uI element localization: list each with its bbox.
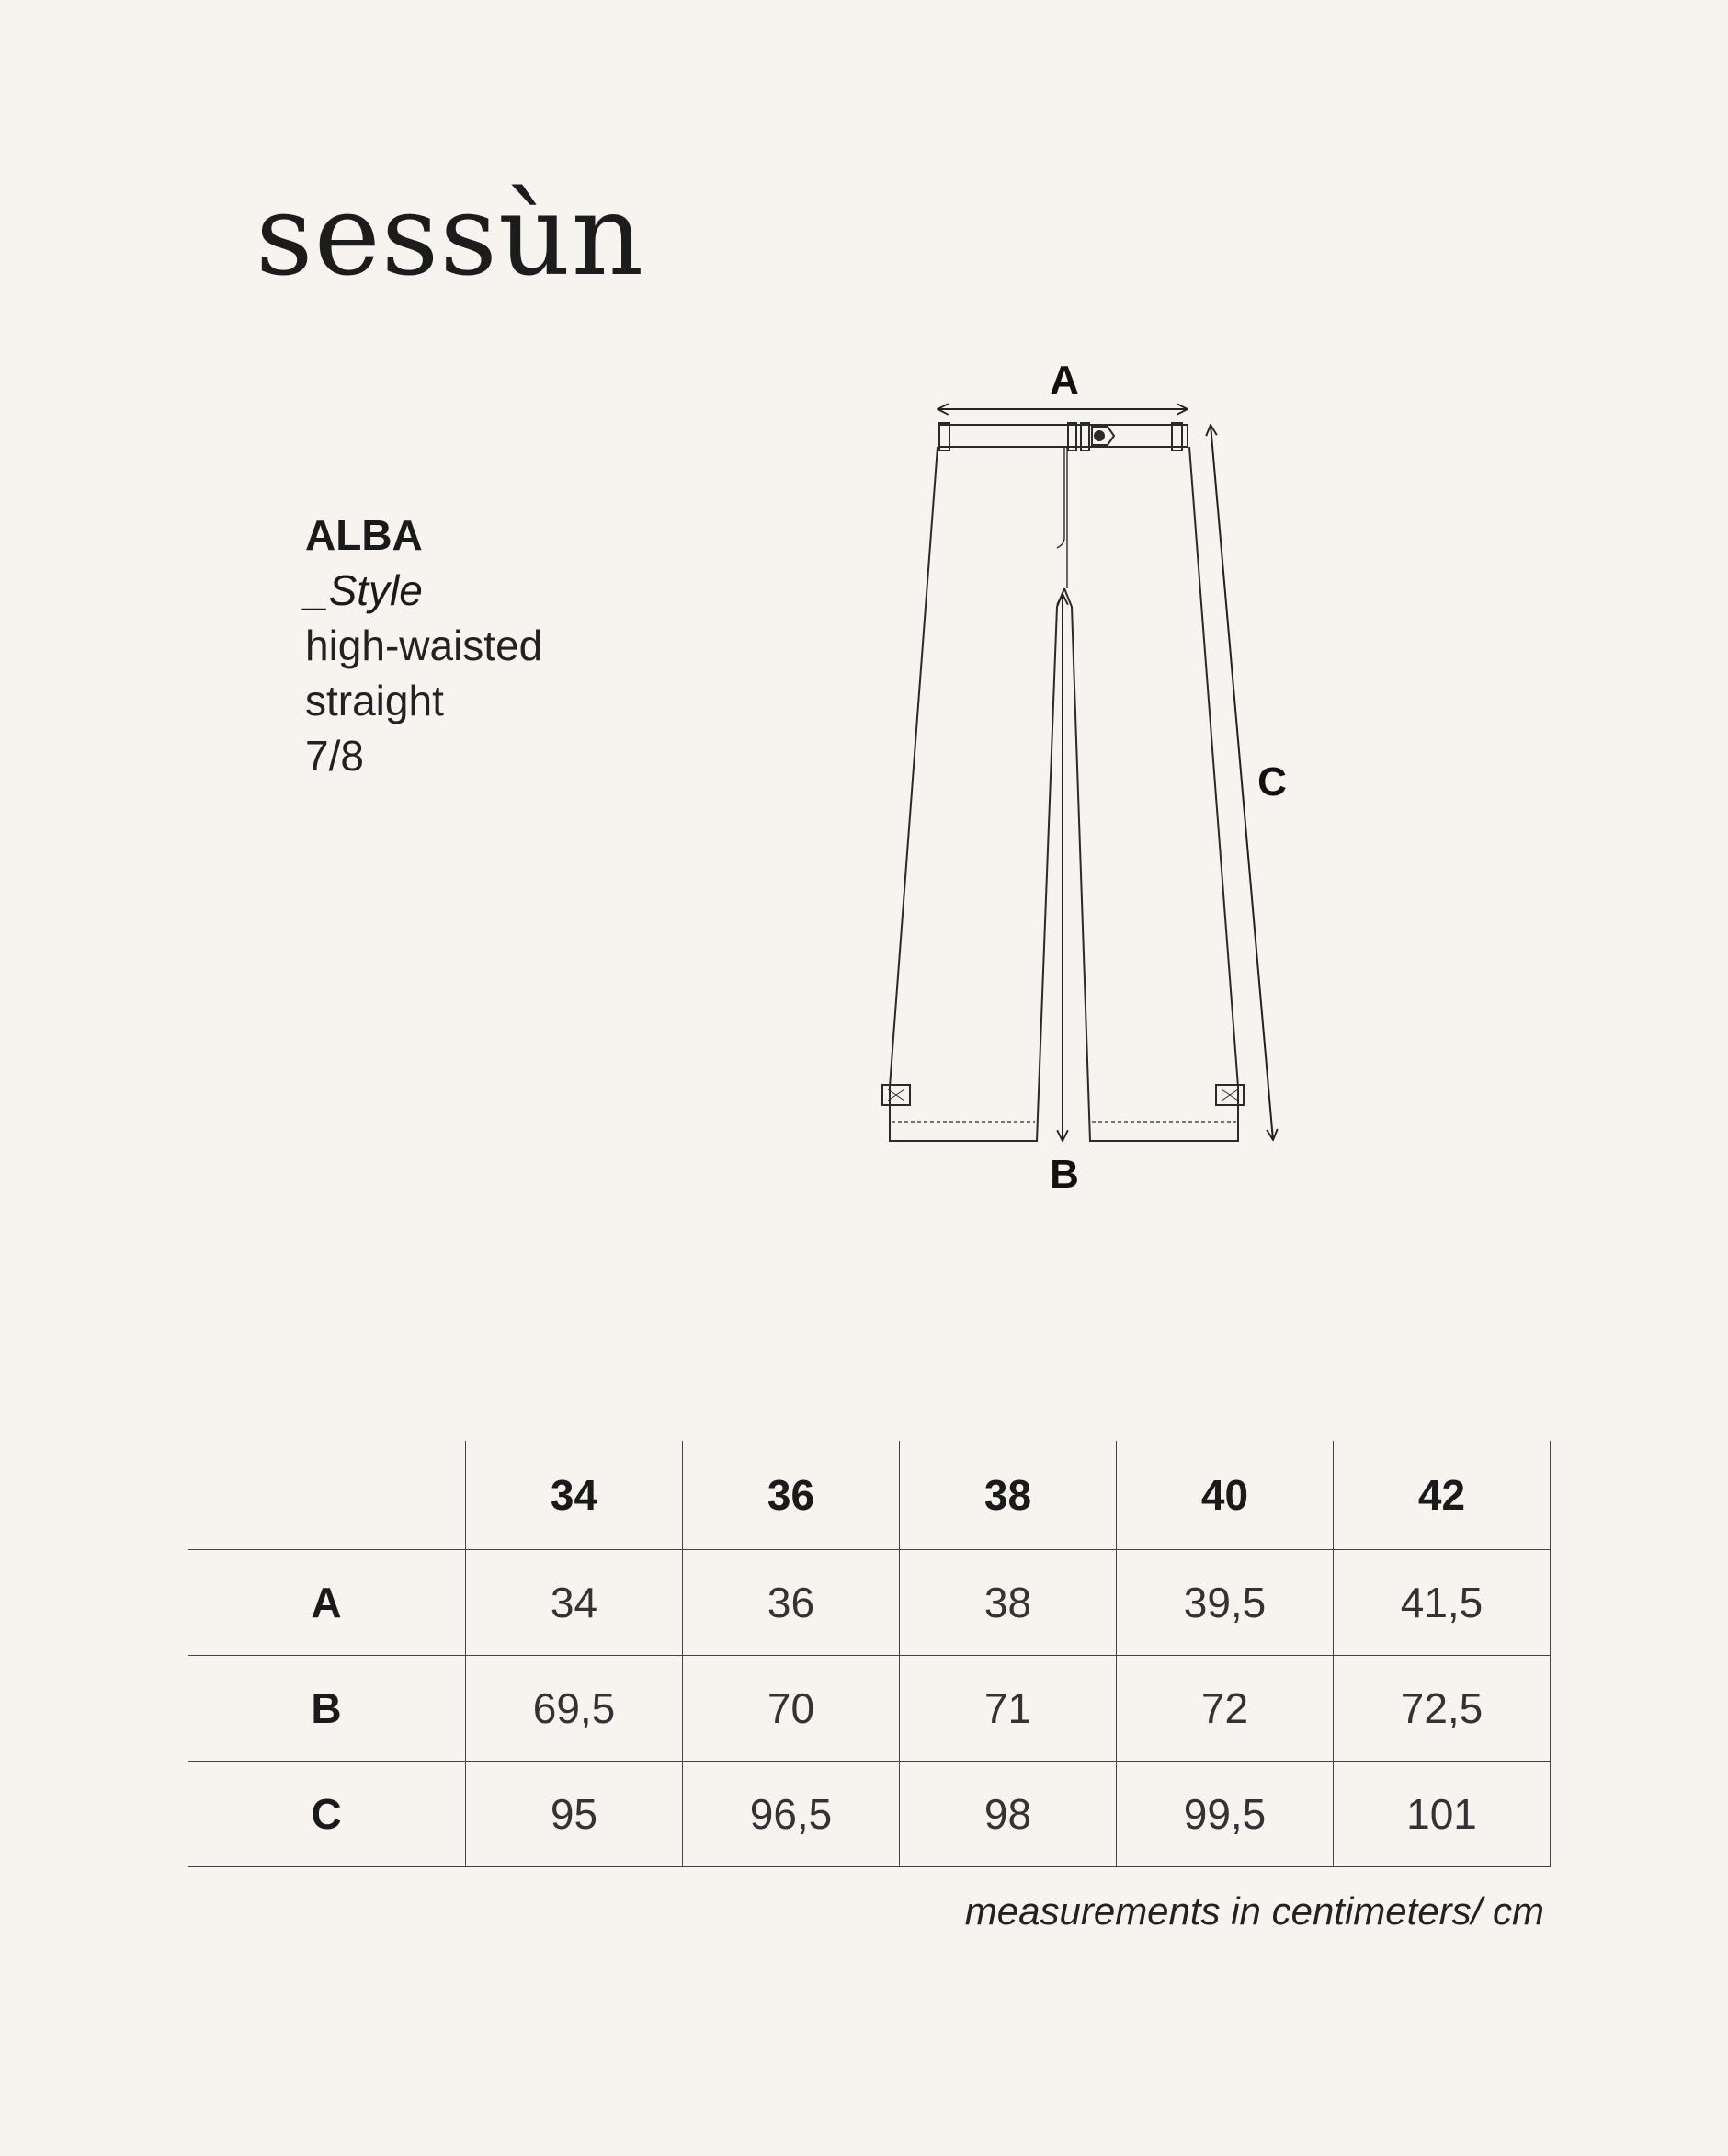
table-cell: 39,5 <box>1117 1550 1334 1656</box>
dimension-c-label: C <box>1257 759 1287 804</box>
table-cell: 101 <box>1334 1762 1551 1867</box>
size-header-40: 40 <box>1117 1441 1334 1550</box>
table-cell: 98 <box>900 1762 1117 1867</box>
waist-button <box>1095 431 1104 440</box>
brand-logo: sessùn <box>256 170 645 301</box>
left-leg <box>890 447 1064 1141</box>
waistband <box>939 425 1188 447</box>
table-row <box>188 1550 1551 1656</box>
size-table <box>188 1441 1551 1867</box>
fly-stitch <box>1057 447 1064 548</box>
table-cell: 72,5 <box>1334 1656 1551 1762</box>
product-name: ALBA <box>305 511 423 559</box>
right-leg <box>1064 447 1238 1141</box>
table-cell: 99,5 <box>1117 1762 1334 1867</box>
dimension-lines <box>938 409 1273 1141</box>
table-row <box>188 1656 1551 1762</box>
table-cell: 70 <box>683 1656 900 1762</box>
row-label-a: A <box>188 1550 466 1656</box>
size-header-34: 34 <box>466 1441 683 1550</box>
measurement-footnote: measurements in centimeters/ cm <box>964 1889 1544 1933</box>
size-header-38: 38 <box>900 1441 1117 1550</box>
style-attribute-fit: straight <box>305 677 444 724</box>
table-cell: 38 <box>900 1550 1117 1656</box>
size-header-36: 36 <box>683 1441 900 1550</box>
size-header-row <box>188 1441 1551 1550</box>
style-attribute-length: 7/8 <box>305 732 364 780</box>
table-cell: 34 <box>466 1550 683 1656</box>
size-header-42: 42 <box>1334 1441 1551 1550</box>
table-cell: 71 <box>900 1656 1117 1762</box>
table-row <box>188 1762 1551 1867</box>
table-cell: 72 <box>1117 1656 1334 1762</box>
dimension-a-label: A <box>1050 358 1079 403</box>
table-cell: 69,5 <box>466 1656 683 1762</box>
row-label-c: C <box>188 1762 466 1867</box>
table-cell: 96,5 <box>683 1762 900 1867</box>
table-cell: 95 <box>466 1762 683 1867</box>
style-heading: _Style <box>305 566 423 614</box>
style-attribute-waist: high-waisted <box>305 622 543 669</box>
table-cell: 36 <box>683 1550 900 1656</box>
dimension-b-label: B <box>1050 1152 1079 1197</box>
size-table-corner <box>188 1441 466 1550</box>
row-label-b: B <box>188 1656 466 1762</box>
table-cell: 41,5 <box>1334 1550 1551 1656</box>
